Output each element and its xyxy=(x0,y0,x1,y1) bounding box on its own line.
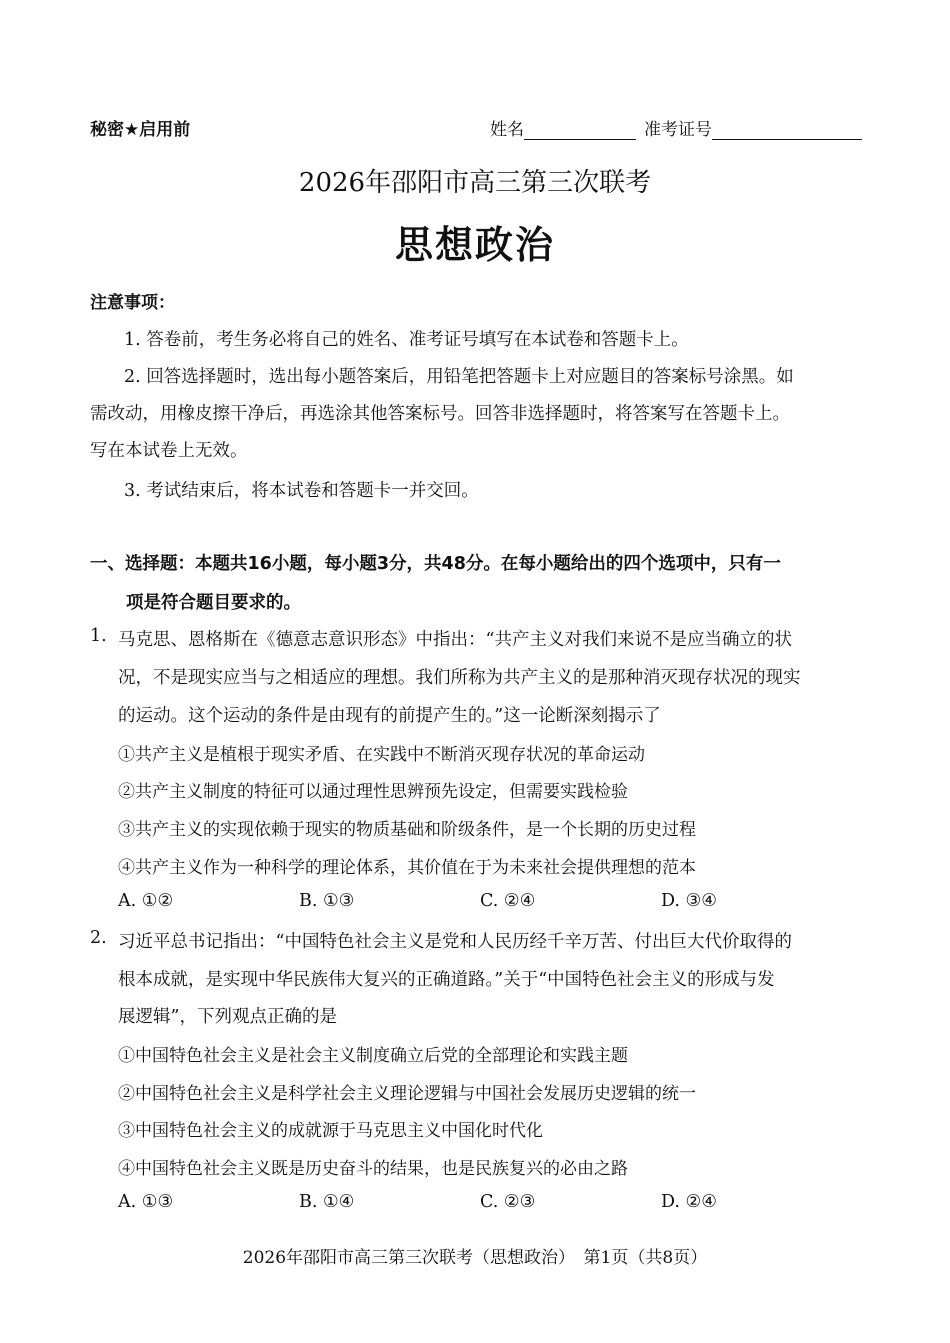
section-heading-line-2: 项是符合题目要求的。 xyxy=(126,593,301,613)
question-1-choice-a: A. ①② xyxy=(118,891,174,911)
question-1-stem-line-2: 况，不是现实应当与之相适应的理想。我们所称为共产主义的是那种消灭现存状况的现实 xyxy=(118,668,801,688)
confidential-label: 秘密★启用前 xyxy=(90,120,191,140)
subject-title: 思想政治 xyxy=(394,223,555,267)
name-blank xyxy=(524,119,636,140)
question-2-stem-line-1: 习近平总书记指出：“中国特色社会主义是党和人民历经千辛万苦、付出巨大代价取得的 xyxy=(118,932,792,952)
id-blank xyxy=(712,119,862,140)
id-label: 准考证号 xyxy=(644,120,712,140)
name-label: 姓名 xyxy=(490,120,524,140)
notice-heading: 注意事项： xyxy=(90,293,175,313)
question-1-statement-3: ③共产主义的实现依赖于现实的物质基础和阶级条件，是一个长期的历史过程 xyxy=(118,820,696,840)
section-heading-line-1: 一、选择题：本题共16小题，每小题3分，共48分。在每小题给出的四个选项中，只有一 xyxy=(90,554,781,574)
page-footer: 2026年邵阳市高三第三次联考（思想政治） 第1页（共8页） xyxy=(242,1248,708,1268)
question-2-statement-2: ②中国特色社会主义是科学社会主义理论逻辑与中国社会发展历史逻辑的统一 xyxy=(118,1084,696,1104)
question-1-number: 1. xyxy=(90,626,107,646)
question-1-choice-c: C. ②④ xyxy=(480,891,536,911)
question-2-choice-c: C. ②③ xyxy=(480,1192,536,1212)
notice-item-3: 3. 考试结束后，将本试卷和答题卡一并交回。 xyxy=(124,481,479,501)
notice-item-2-line-1: 2. 回答选择题时，选出每小题答案后，用铅笔把答题卡上对应题目的答案标号涂黑。如 xyxy=(124,367,794,387)
question-2-statement-3: ③中国特色社会主义的成就源于马克思主义中国化时代化 xyxy=(118,1121,543,1141)
question-2-choice-a: A. ①③ xyxy=(118,1192,174,1212)
question-2-choice-b: B. ①④ xyxy=(299,1192,355,1212)
question-2-statement-4: ④中国特色社会主义既是历史奋斗的结果，也是民族复兴的必由之路 xyxy=(118,1159,628,1179)
question-1-statement-4: ④共产主义作为一种科学的理论体系，其价值在于为未来社会提供理想的范本 xyxy=(118,858,696,878)
question-1-statement-1: ①共产主义是植根于现实矛盾、在实践中不断消灭现存状况的革命运动 xyxy=(118,745,645,765)
question-1-statement-2: ②共产主义制度的特征可以通过理性思辨预先设定，但需要实践检验 xyxy=(118,782,628,802)
question-2-choice-d: D. ②④ xyxy=(661,1192,717,1212)
question-2-stem-line-2: 根本成就，是实现中华民族伟大复兴的正确道路。”关于“中国特色社会主义的形成与发 xyxy=(118,970,775,990)
notice-item-1: 1. 答卷前，考生务必将自己的姓名、准考证号填写在本试卷和答题卡上。 xyxy=(124,330,689,350)
question-1-stem-line-3: 的运动。这个运动的条件是由现有的前提产生的。”这一论断深刻揭示了 xyxy=(118,706,661,726)
question-2-stem-line-3: 展逻辑”，下列观点正确的是 xyxy=(118,1007,337,1027)
notice-item-2-line-3: 写在本试卷上无效。 xyxy=(90,441,248,461)
candidate-info xyxy=(490,115,862,140)
question-1-choice-d: D. ③④ xyxy=(661,891,717,911)
exam-title: 2026年邵阳市高三第三次联考 xyxy=(298,168,652,198)
notice-item-2-line-2: 需改动，用橡皮擦干净后，再选涂其他答案标号。回答非选择题时，将答案写在答题卡上。 xyxy=(90,404,790,424)
question-2-statement-1: ①中国特色社会主义是社会主义制度确立后党的全部理论和实践主题 xyxy=(118,1046,628,1066)
question-2-number: 2. xyxy=(90,928,107,948)
question-1-stem-line-1: 马克思、恩格斯在《德意志意识形态》中指出：“共产主义对我们来说不是应当确立的状 xyxy=(118,630,792,650)
question-1-choice-b: B. ①③ xyxy=(299,891,355,911)
